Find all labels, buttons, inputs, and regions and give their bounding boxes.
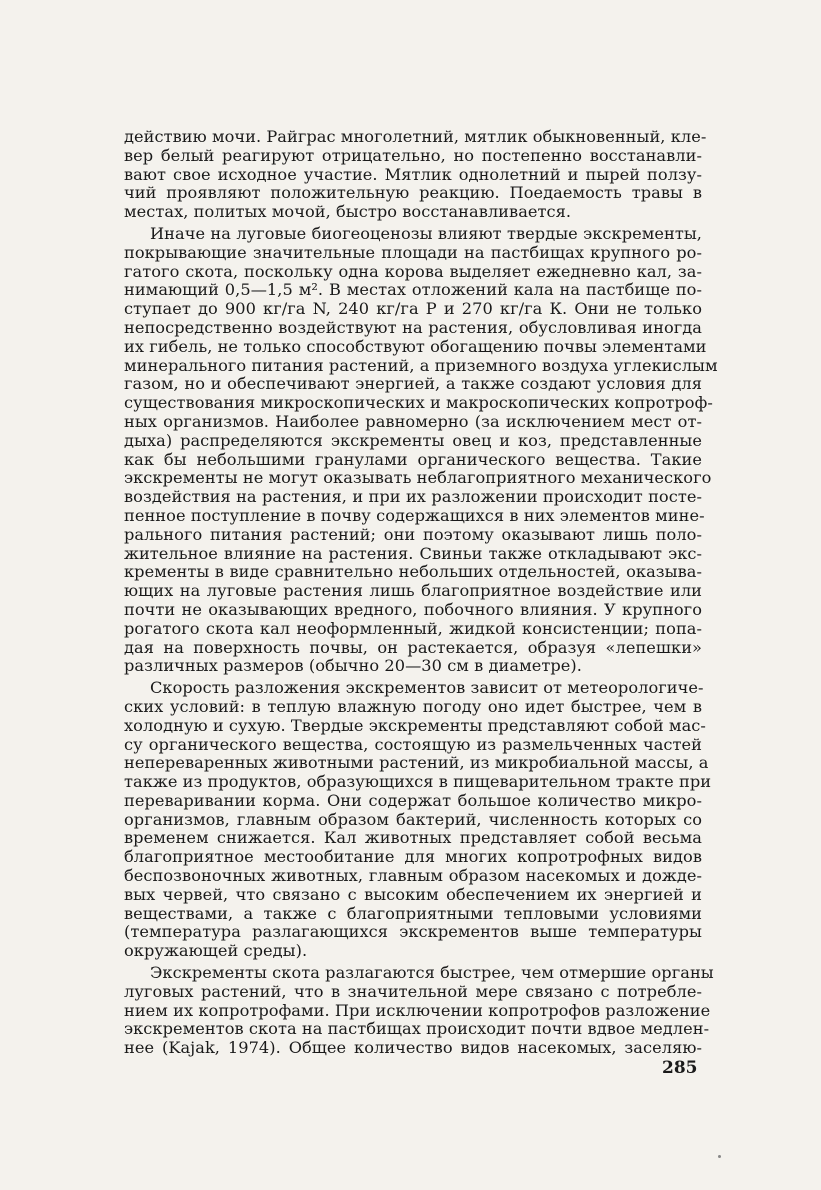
text-line: минерального питания растений, а приземного воздуха углекислым — [124, 355, 718, 375]
text-line: вер белый реагируют отрицательно, но постепенно восстанавли- — [124, 145, 702, 165]
text-line: окружающей среды). — [124, 941, 308, 961]
text-line: различных размеров (обычно 20—30 см в диаметре). — [124, 656, 582, 676]
text-line: дыха) распределяются экскременты овец и коз, представленные — [124, 430, 702, 450]
text-line: непереваренных животными растений, из микробиальной массы, а — [124, 753, 709, 773]
text-line: кременты в виде сравнительно небольших отдельностей, оказыва- — [124, 562, 702, 582]
text-line: временем снижается. Кал животных представляет собой весьма — [124, 828, 702, 848]
text-line: рогатого скота кал неоформленный, жидкой консистенции; попа- — [124, 618, 702, 638]
paragraph-3 — [124, 678, 712, 961]
text-line: существования микроскопических и макроскопических копротроф- — [124, 393, 713, 413]
document-page — [124, 127, 718, 1061]
text-line: пенное поступление в почву содержащихся в них элементов мине- — [124, 505, 705, 525]
text-line: вых червей, что связано с высоким обеспечением их энергией и — [124, 884, 702, 904]
text-line: воздействия на растения, и при их разложении происходит посте- — [124, 487, 702, 507]
text-line: Экскременты скота разлагаются быстрее, чем отмершие органы — [150, 963, 714, 983]
text-line: местах, политых мочой, быстро восстанавливается. — [124, 202, 572, 222]
text-line: чий проявляют положительную реакцию. Поедаемость травы в — [124, 183, 702, 203]
text-line: (температура разлагающихся экскрементов выше температуры — [124, 922, 702, 942]
text-line: непосредственно воздействуют на растения, обусловливая иногда — [124, 317, 702, 337]
text-line: организмов, главным образом бактерий, численность которых со — [124, 809, 702, 829]
paragraph-4 — [124, 963, 714, 1058]
text-line: нимающий 0,5—1,5 м². В местах отложений кала на пастбище по- — [124, 280, 702, 300]
text-line: экскрементов скота на пастбищах происходит почти вдвое медлен- — [124, 1019, 710, 1039]
text-line: их гибель, не только способствуют обогащению почвы элементами — [124, 336, 707, 356]
text-line: нием их копротрофами. При исключении копротрофов разложение — [124, 1000, 711, 1020]
text-line: рального питания растений; они поэтому оказывают лишь поло- — [124, 524, 702, 544]
text-line: вают свое исходное участие. Мятлик однолетний и пырей ползу- — [124, 164, 702, 184]
text-line: как бы небольшими гранулами органического вещества. Такие — [124, 449, 702, 469]
text-line: Скорость разложения экскрементов зависит от метеорологиче- — [150, 678, 704, 698]
text-line: гатого скота, поскольку одна корова выделяет ежедневно кал, за- — [124, 261, 702, 281]
text-line: ступает до 900 кг/га N, 240 кг/га Р и 270 кг/га К. Они не только — [124, 299, 702, 319]
text-line: благоприятное местообитание для многих копротрофных видов — [124, 847, 702, 867]
paragraph-2 — [124, 223, 718, 676]
text-line: Иначе на луговые биогеоценозы влияют твердые экскременты, — [150, 223, 702, 243]
paragraph-1 — [124, 127, 707, 222]
text-line: экскременты не могут оказывать неблагоприятного механического — [124, 468, 712, 488]
text-line: также из продуктов, образующихся в пищеварительном тракте при — [124, 772, 712, 792]
text-line: покрывающие значительные площади на пастбищах крупного ро- — [124, 242, 702, 262]
text-line: ных организмов. Наиболее равномерно (за исключением мест от- — [124, 411, 702, 431]
text-line: переваривании корма. Они содержат большое количество микро- — [124, 790, 702, 810]
page-number: 285 — [662, 1058, 698, 1078]
text-line: почти не оказывающих вредного, побочного влияния. У крупного — [124, 599, 702, 619]
text-line: жительное влияние на растения. Свиньи также откладывают экс- — [124, 543, 702, 563]
text-line: дая на поверхность почвы, он растекается, образуя «лепешки» — [124, 637, 702, 657]
text-line: холодную и сухую. Твердые экскременты представляют собой мас- — [124, 715, 706, 735]
text-line: действию мочи. Райграс многолетний, мятлик обыкновенный, кле- — [124, 127, 707, 146]
text-line: ских условий: в теплую влажную погоду оно идет быстрее, чем в — [124, 696, 702, 716]
text-line: су органического вещества, состоящую из размельченных частей — [124, 734, 702, 754]
text-line: газом, но и обеспечивают энергией, а также создают условия для — [124, 374, 702, 394]
text-line: нее (Kajak, 1974). Общее количество видов насекомых, заселяю- — [124, 1038, 702, 1058]
text-line: беспозвоночных животных, главным образом насекомых и дожде- — [124, 866, 702, 886]
text-line: веществами, а также с благоприятными тепловыми условиями — [124, 903, 702, 923]
text-line: ющих на луговые растения лишь благоприятное воздействие или — [124, 581, 702, 601]
scan-speck — [718, 1155, 721, 1158]
text-line: луговых растений, что в значительной мере связано с потребле- — [124, 981, 702, 1001]
